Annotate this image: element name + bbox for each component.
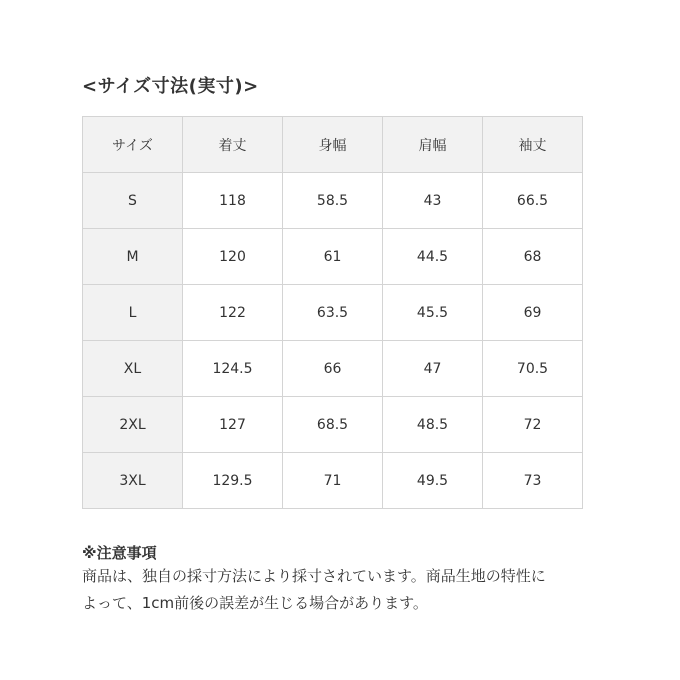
- table-cell: 49.5: [383, 453, 483, 509]
- table-cell: 70.5: [483, 341, 583, 397]
- table-cell: 68: [483, 229, 583, 285]
- row-header-size: L: [83, 285, 183, 341]
- table-cell: 43: [383, 173, 483, 229]
- table-cell: 47: [383, 341, 483, 397]
- table-cell: 58.5: [283, 173, 383, 229]
- table-cell: 69: [483, 285, 583, 341]
- column-header-width: 身幅: [283, 117, 383, 173]
- table-row: [83, 397, 583, 453]
- table-cell: 73: [483, 453, 583, 509]
- table-cell: 120: [183, 229, 283, 285]
- size-table: [82, 116, 583, 509]
- table-cell: 44.5: [383, 229, 483, 285]
- column-header-length: 着丈: [183, 117, 283, 173]
- table-cell: 122: [183, 285, 283, 341]
- table-row: [83, 453, 583, 509]
- column-header-shoulder: 肩幅: [383, 117, 483, 173]
- table-row: [83, 173, 583, 229]
- row-header-size: S: [83, 173, 183, 229]
- table-row: [83, 229, 583, 285]
- column-header-size: サイズ: [83, 117, 183, 173]
- table-cell: 45.5: [383, 285, 483, 341]
- table-cell: 63.5: [283, 285, 383, 341]
- table-header: [83, 117, 583, 173]
- row-header-size: XL: [83, 341, 183, 397]
- table-cell: 48.5: [383, 397, 483, 453]
- table-body: [83, 173, 583, 509]
- row-header-size: 2XL: [83, 397, 183, 453]
- notes-line: 商品は、独自の採寸方法により採寸されています。商品生地の特性に: [82, 567, 546, 585]
- table-cell: 127: [183, 397, 283, 453]
- header-row: [83, 117, 583, 173]
- table-cell: 124.5: [183, 341, 283, 397]
- row-header-size: M: [83, 229, 183, 285]
- page-title: <サイズ寸法(実寸)>: [82, 76, 259, 97]
- table-cell: 118: [183, 173, 283, 229]
- notes-section: [82, 543, 642, 617]
- table-cell: 72: [483, 397, 583, 453]
- table-cell: 66: [283, 341, 383, 397]
- notes-line: よって、1cm前後の誤差が生じる場合があります。: [82, 594, 428, 612]
- table-row: [83, 341, 583, 397]
- table-cell: 129.5: [183, 453, 283, 509]
- row-header-size: 3XL: [83, 453, 183, 509]
- table-cell: 68.5: [283, 397, 383, 453]
- notes-heading: ※注意事項: [82, 544, 157, 562]
- table-cell: 61: [283, 229, 383, 285]
- table-row: [83, 285, 583, 341]
- table-cell: 71: [283, 453, 383, 509]
- table-cell: 66.5: [483, 173, 583, 229]
- column-header-sleeve: 袖丈: [483, 117, 583, 173]
